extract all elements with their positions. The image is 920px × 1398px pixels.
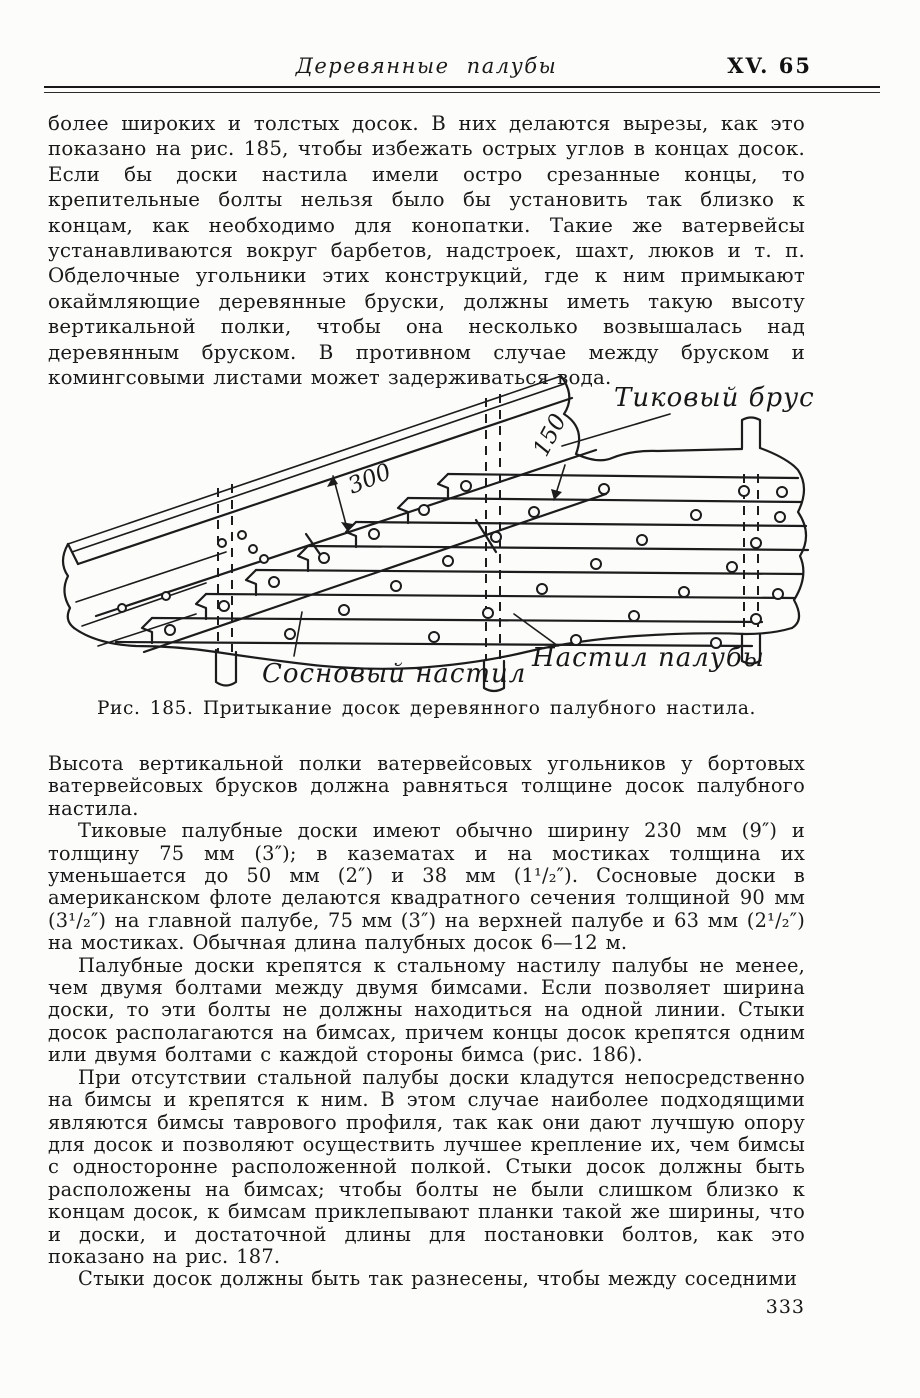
paragraph: более широких и толстых досок. В них делаются вырезы, как это показано на рис. 185, чтобы избежать острых углов в концах досок. Если бы доски настила имели остро срезанные концы, то крепительные болты нельзя было бы установить так близко к концам, как необходимо для конопатки. Такие же ватервейсы устанавливаются вокруг барбетов, надстроек, шахт, люков и т. п. Обделочные угольники этих конструкций, где к ним примыкают окаймляющие деревянные бруски, должны иметь такую высоту вертикальной полки, чтобы она несколько возвышалась над деревянным бруском. В противном случае между бруском и комингсовыми листами может задерживаться вода. — [48, 112, 805, 390]
deck-planking-label: Настил палубы — [532, 643, 765, 673]
plank-nib-2 — [398, 498, 408, 523]
paragraph: Стыки досок должны быть так разнесены, чтобы между соседними — [78, 1267, 798, 1291]
paragraph: Высота вертикальной полки ватервейсовых угольников у бортовых ватервейсовых брусков должна равняться толщине досок палубного настила. — [48, 752, 805, 820]
strake-end-cap — [68, 544, 78, 564]
page-number: 333 — [765, 1296, 805, 1318]
plank-nib-1 — [438, 474, 448, 499]
figure-185 — [56, 362, 880, 696]
dim-150-arrow — [551, 489, 562, 500]
figure-caption: Рис. 185. Притыкание досок деревянного палубного настила. — [97, 698, 756, 719]
teak-plank-label: Тиковый брус — [614, 383, 815, 413]
running-title: Деревянные палубы — [295, 54, 558, 78]
plank-nib-5 — [246, 570, 256, 595]
deck-leader-line — [514, 614, 558, 646]
lower-strake-1 — [76, 552, 226, 602]
dim-150-label: 150 — [528, 409, 572, 461]
body-text-bottom — [48, 753, 805, 1291]
paragraph: При отсутствии стальной палубы доски кладутся непосредственно на бимсы и крепятся к ним. В этом случае наиболее подходящими являются бимсы таврового профиля, так как они дают лучшую опору для досок и позволяют осуществить лучшее крепление их, чем бимсы с односторонне расположенной полкой. Стыки досок должны быть расположены на бимсах; чтобы болты не были слишком близко к концам досок, к бимсам приклепывают планки такой же ширины, что и доски, и достаточной длины для постановки болтов, как это показано на рис. 187. — [48, 1065, 805, 1268]
header-rule — [44, 86, 880, 93]
beam-3-dashed — [744, 474, 758, 632]
figure-185-drawing — [56, 362, 880, 696]
torn-edge-left — [63, 544, 74, 628]
plank-line-3 — [356, 522, 806, 526]
pine-planking-label: Сосновый настил — [262, 659, 527, 689]
beam-3-post-top — [742, 418, 760, 449]
torn-edge-right — [760, 448, 806, 628]
plank-line-2 — [408, 498, 802, 502]
lower-strake-2 — [82, 583, 206, 626]
plank-line-5 — [256, 570, 802, 574]
plank-line-4 — [308, 546, 808, 550]
plank-nib-4 — [298, 546, 308, 571]
plank-line-7 — [152, 618, 762, 622]
paragraph: Палубные доски крепятся к стальному настилу палубы не менее, чем двумя болтами между двумя бимсами. Если позволяет ширина доски, то эти болты не должны находиться на одной линии. Стыки досок располагаются на бимсах, причем концы досок крепятся одним или двумя болтами с каждой стороны бимса (рис. 186). — [48, 953, 805, 1067]
dim-300-label: 300 — [344, 459, 395, 500]
body-text-top — [48, 111, 805, 390]
stringer-line-outer — [68, 376, 561, 544]
paragraph: Тиковые палубные доски имеют обычно ширину 230 мм (9″) и толщину 75 мм (3″); в казематах и на мостиках толщина их уменьшается до 50 мм (2″) и 38 мм (1¹/₂″). Сосновые доски в американском флоте делаются квадратного сечения толщиной 90 мм (3¹/₂″) на главной палубе, 75 мм (3″) на верхней палубе и 63 мм (2¹/₂″) на мостиках. Обычная длина палубных досок 6—12 м. — [48, 819, 805, 955]
stringer-line-inner — [72, 384, 564, 552]
chapter-page-ref: XV. 65 — [727, 53, 812, 78]
plank-nib-6 — [196, 594, 206, 619]
